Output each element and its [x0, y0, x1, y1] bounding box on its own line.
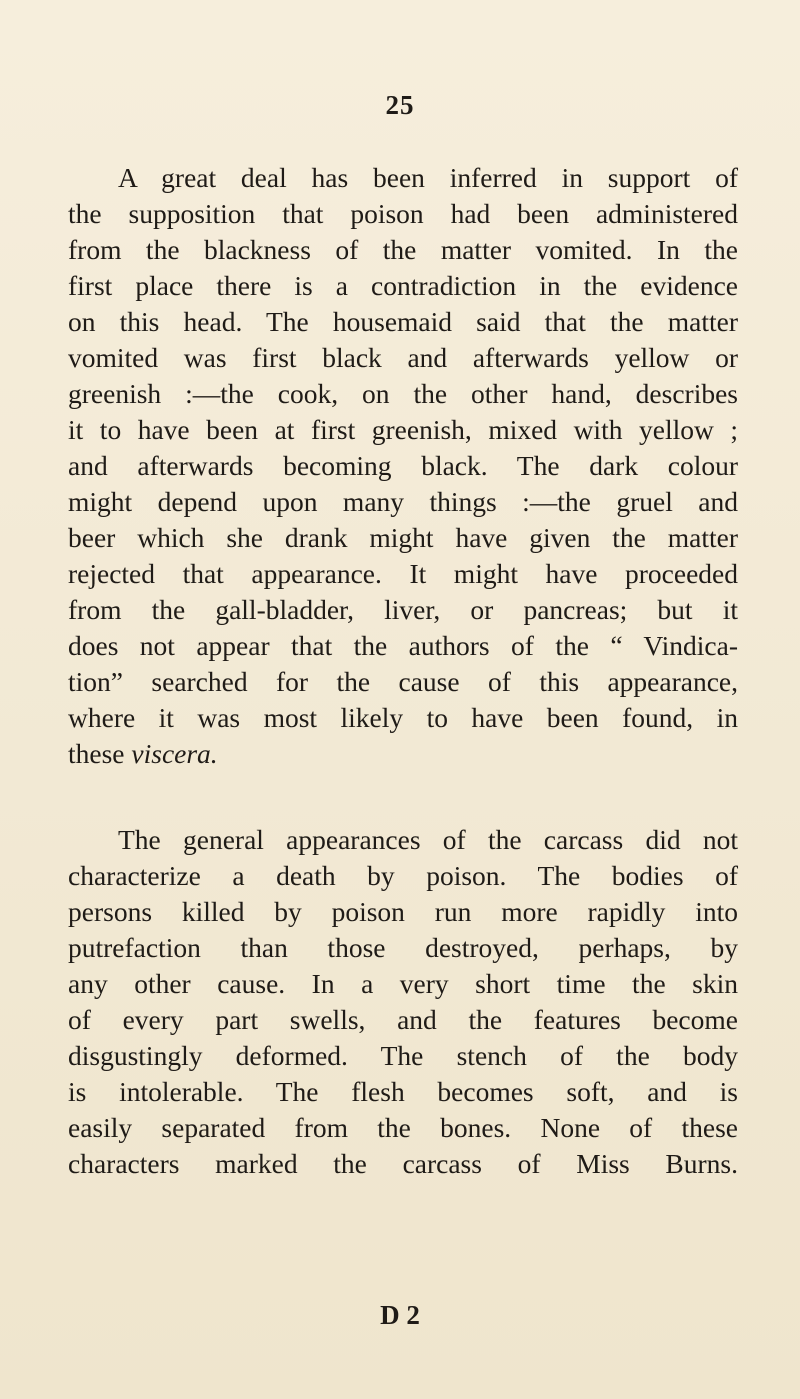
- paragraph-2-line-4: putrefaction than those destroyed, perhaps, by: [68, 932, 738, 963]
- paragraph-1-line-15: tion” searched for the cause of this appearance,: [68, 666, 738, 697]
- paragraph-2-line-5: any other cause. In a very short time the skin: [68, 968, 738, 999]
- paragraph-2-line-3: persons killed by poison run more rapidly into: [68, 896, 738, 927]
- emphasis-viscera: viscera.: [131, 738, 218, 769]
- paragraph-1-line-4: first place there is a contradiction in the evidence: [68, 270, 738, 301]
- paragraph-1-line-7: greenish :—the cook, on the other hand, describes: [68, 378, 738, 409]
- paragraph-1-line-16: where it was most likely to have been found, in: [68, 702, 738, 733]
- paragraph-2-line-2: characterize a death by poison. The bodies of: [68, 860, 738, 891]
- paragraph-1-line-2: the supposition that poison had been administered: [68, 198, 738, 229]
- paragraph-1-line-12: rejected that appearance. It might have proceeded: [68, 558, 738, 589]
- signature-mark: D 2: [380, 1300, 420, 1330]
- paragraph-1-line-9: and afterwards becoming black. The dark colour: [68, 450, 738, 481]
- paragraph-1-line-13: from the gall-bladder, liver, or pancreas; but it: [68, 594, 738, 625]
- paragraph-2-line-6: of every part swells, and the features become: [68, 1004, 738, 1035]
- paragraph-1-line-8: it to have been at first greenish, mixed with yellow ;: [68, 414, 738, 445]
- paragraph-2-line-7: disgustingly deformed. The stench of the body: [68, 1040, 738, 1071]
- paragraph-1-line-6: vomited was first black and afterwards yellow or: [68, 342, 738, 373]
- page-number: 25: [385, 90, 415, 120]
- paragraph-1-line-17: [68, 736, 738, 772]
- paragraph-1-line-17-text: these: [68, 738, 132, 769]
- paragraph-2-line-9: easily separated from the bones. None of these: [68, 1112, 738, 1143]
- paragraph-2-line-10: characters marked the carcass of Miss Burns.: [68, 1148, 738, 1179]
- paragraph-1-line-3: from the blackness of the matter vomited. In the: [68, 234, 738, 265]
- paragraph-1-line-10: might depend upon many things :—the gruel and: [68, 486, 738, 517]
- paragraph-2-line-1: The general appearances of the carcass did not: [118, 824, 738, 855]
- paragraph-2-line-8: is intolerable. The flesh becomes soft, and is: [68, 1076, 738, 1107]
- paragraph-1-line-14: does not appear that the authors of the “ Vindica-: [68, 630, 738, 661]
- paragraph-1-line-11: beer which she drank might have given the matter: [68, 522, 738, 553]
- paragraph-1-line-5: on this head. The housemaid said that the matter: [68, 306, 738, 337]
- paragraph-1-line-1: A great deal has been inferred in support of: [118, 162, 738, 193]
